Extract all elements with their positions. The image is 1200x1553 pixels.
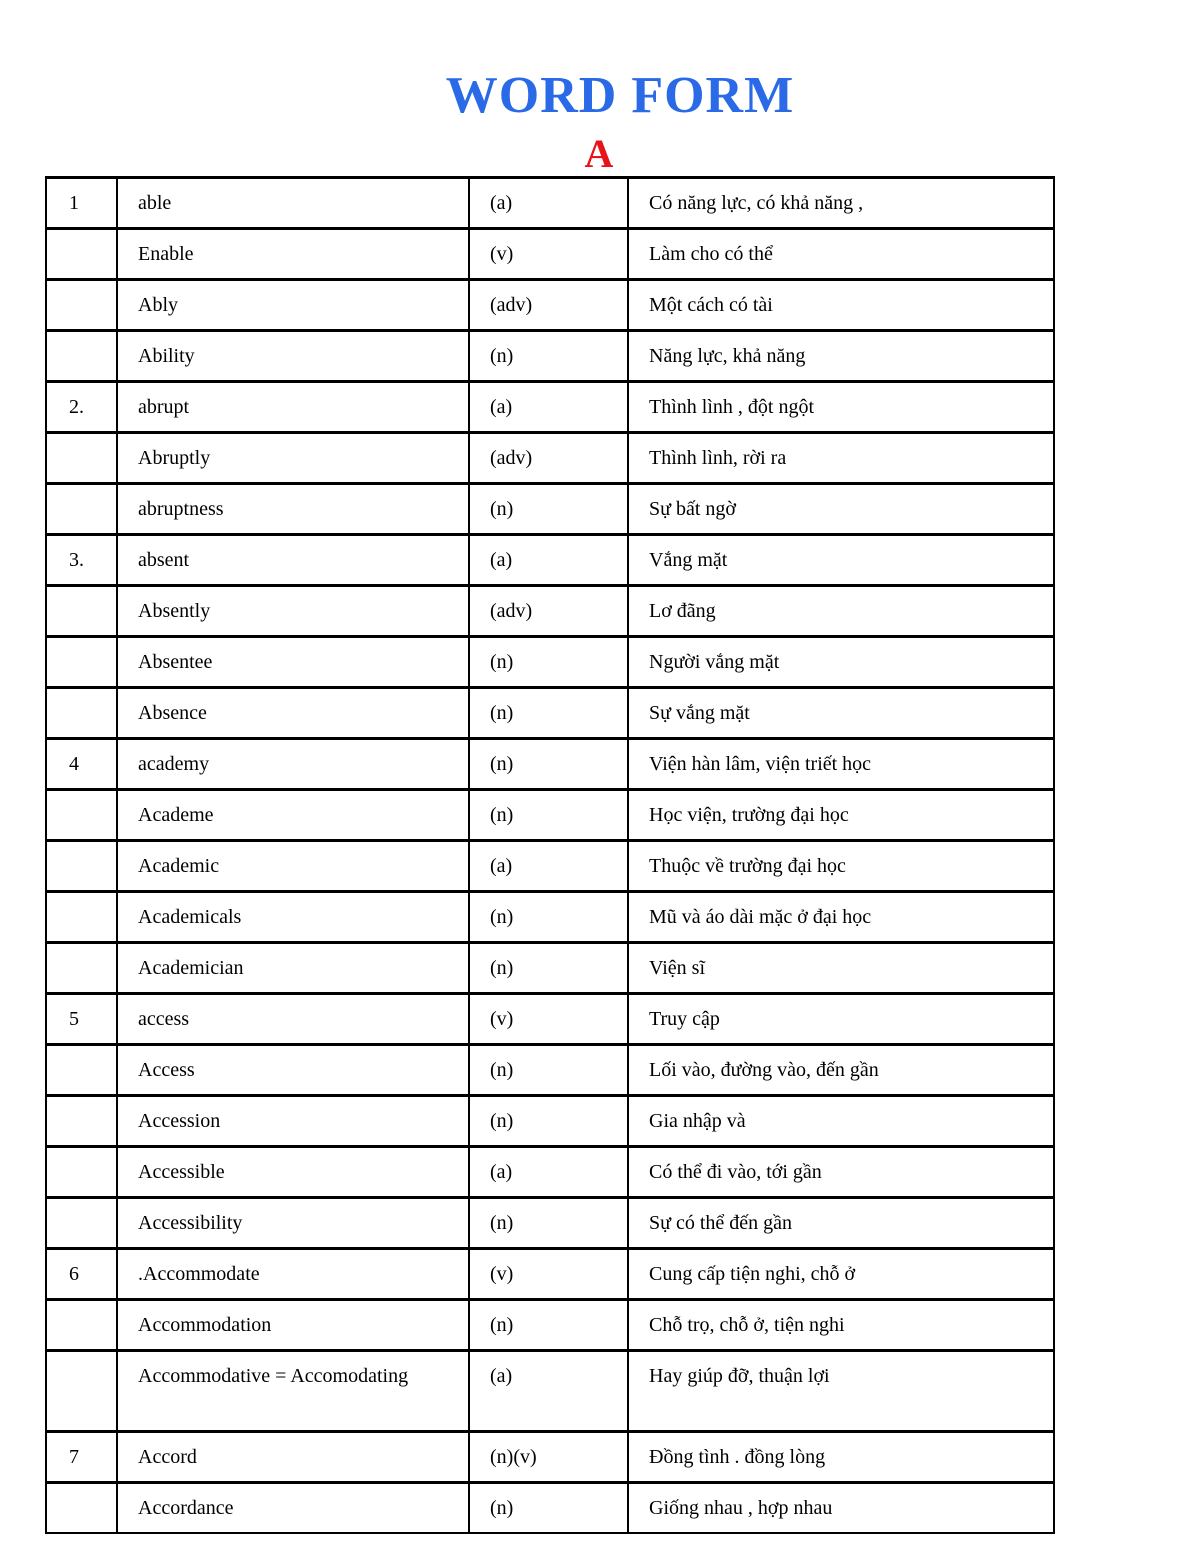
word-cell: Ably [117,280,469,331]
table-row [46,433,1054,484]
table-row [46,1483,1054,1534]
entry-number [46,586,117,637]
word-type-cell: (n) [469,688,628,739]
word-type-cell: (n) [469,739,628,790]
table-row [46,280,1054,331]
table-row [46,535,1054,586]
table-row [46,841,1054,892]
table-row [46,688,1054,739]
word-type-cell: (n) [469,1300,628,1351]
meaning-cell: Vắng mặt [628,535,1054,586]
entry-number [46,688,117,739]
word-type-cell: (n) [469,484,628,535]
entry-number [46,280,117,331]
meaning-cell: Lối vào, đường vào, đến gần [628,1045,1054,1096]
entry-number [46,943,117,994]
meaning-cell: Một cách có tài [628,280,1054,331]
word-type-cell: (a) [469,382,628,433]
word-cell: Academe [117,790,469,841]
word-cell: Academic [117,841,469,892]
entry-number: 3. [46,535,117,586]
meaning-cell: Làm cho có thể [628,229,1054,280]
word-cell: Absentee [117,637,469,688]
meaning-cell: Sự có thể đến gần [628,1198,1054,1249]
table-row [46,790,1054,841]
word-type-cell: (a) [469,178,628,229]
table-row [46,586,1054,637]
table-row [46,1300,1054,1351]
meaning-cell: Cung cấp tiện nghi, chỗ ở [628,1249,1054,1300]
word-type-cell: (n) [469,637,628,688]
word-type-cell: (a) [469,535,628,586]
word-type-cell: (n) [469,892,628,943]
word-type-cell: (adv) [469,433,628,484]
entry-number [46,229,117,280]
word-type-cell: (a) [469,1147,628,1198]
entry-number [46,892,117,943]
table-row [46,892,1054,943]
entry-number [46,790,117,841]
table-row [46,229,1054,280]
meaning-cell: Thình lình , đột ngột [628,382,1054,433]
meaning-cell: Thuộc về trường đại học [628,841,1054,892]
table-row [46,739,1054,790]
meaning-cell: Giống nhau , hợp nhau [628,1483,1054,1534]
meaning-cell: Người vắng mặt [628,637,1054,688]
meaning-cell: Gia nhập và [628,1096,1054,1147]
entry-number: 7 [46,1432,117,1483]
word-type-cell: (adv) [469,280,628,331]
word-cell: able [117,178,469,229]
word-cell: access [117,994,469,1045]
page-title: WORD FORM [445,67,795,124]
word-form-table [45,176,1055,1534]
entry-number [46,1198,117,1249]
word-cell: Absently [117,586,469,637]
entry-number: 2. [46,382,117,433]
meaning-cell: Viện hàn lâm, viện triết học [628,739,1054,790]
word-type-cell: (v) [469,994,628,1045]
table-row [46,1198,1054,1249]
meaning-cell: Truy cập [628,994,1054,1045]
word-type-cell: (n)(v) [469,1432,628,1483]
entry-number: 1 [46,178,117,229]
entry-number [46,331,117,382]
meaning-cell: Học viện, trường đại học [628,790,1054,841]
word-cell: Enable [117,229,469,280]
meaning-cell: Có năng lực, có khả năng , [628,178,1054,229]
entry-number [46,1351,117,1432]
table-row [46,994,1054,1045]
word-cell: Abruptly [117,433,469,484]
meaning-cell: Năng lực, khả năng [628,331,1054,382]
word-cell: abrupt [117,382,469,433]
word-cell: Academician [117,943,469,994]
word-type-cell: (n) [469,1096,628,1147]
word-type-cell: (n) [469,331,628,382]
table-row [46,1147,1054,1198]
entry-number [46,841,117,892]
entry-number [46,1096,117,1147]
entry-number [46,433,117,484]
meaning-cell: Chỗ trọ, chỗ ở, tiện nghi [628,1300,1054,1351]
entry-number [46,1147,117,1198]
word-type-cell: (n) [469,790,628,841]
table-row [46,178,1054,229]
word-cell: Accessible [117,1147,469,1198]
table-row [46,1045,1054,1096]
entry-number [46,484,117,535]
meaning-cell: Mũ và áo dài mặc ở đại học [628,892,1054,943]
word-cell: Accession [117,1096,469,1147]
entry-number [46,1483,117,1534]
word-cell: Academicals [117,892,469,943]
word-cell: Accord [117,1432,469,1483]
entry-number [46,1300,117,1351]
word-cell: Accommodative = Accomodating [117,1351,469,1432]
entry-number [46,637,117,688]
word-cell: Access [117,1045,469,1096]
word-type-cell: (n) [469,943,628,994]
word-cell: Ability [117,331,469,382]
entry-number: 5 [46,994,117,1045]
word-cell: Accommodation [117,1300,469,1351]
table-row [46,1432,1054,1483]
meaning-cell: Sự bất ngờ [628,484,1054,535]
table-row [46,1096,1054,1147]
meaning-cell: Hay giúp đỡ, thuận lợi [628,1351,1054,1432]
word-type-cell: (v) [469,1249,628,1300]
word-cell: abruptness [117,484,469,535]
table-row [46,484,1054,535]
meaning-cell: Lơ đãng [628,586,1054,637]
section-letter: A [584,131,614,176]
meaning-cell: Sự vắng mặt [628,688,1054,739]
meaning-cell: Viện sĩ [628,943,1054,994]
word-cell: Absence [117,688,469,739]
meaning-cell: Đồng tình . đồng lòng [628,1432,1054,1483]
table-row [46,637,1054,688]
word-cell: academy [117,739,469,790]
word-type-cell: (n) [469,1198,628,1249]
meaning-cell: Có thể đi vào, tới gần [628,1147,1054,1198]
word-type-cell: (a) [469,1351,628,1432]
word-type-cell: (a) [469,841,628,892]
entry-number: 4 [46,739,117,790]
table-row [46,1351,1054,1432]
entry-number: 6 [46,1249,117,1300]
word-cell: Accordance [117,1483,469,1534]
entry-number [46,1045,117,1096]
word-cell: Accessibility [117,1198,469,1249]
table-row [46,331,1054,382]
table-row [46,1249,1054,1300]
table-row [46,943,1054,994]
word-cell: .Accommodate [117,1249,469,1300]
word-type-cell: (v) [469,229,628,280]
word-type-cell: (n) [469,1483,628,1534]
table-row [46,382,1054,433]
meaning-cell: Thình lình, rời ra [628,433,1054,484]
word-cell: absent [117,535,469,586]
word-type-cell: (n) [469,1045,628,1096]
word-type-cell: (adv) [469,586,628,637]
